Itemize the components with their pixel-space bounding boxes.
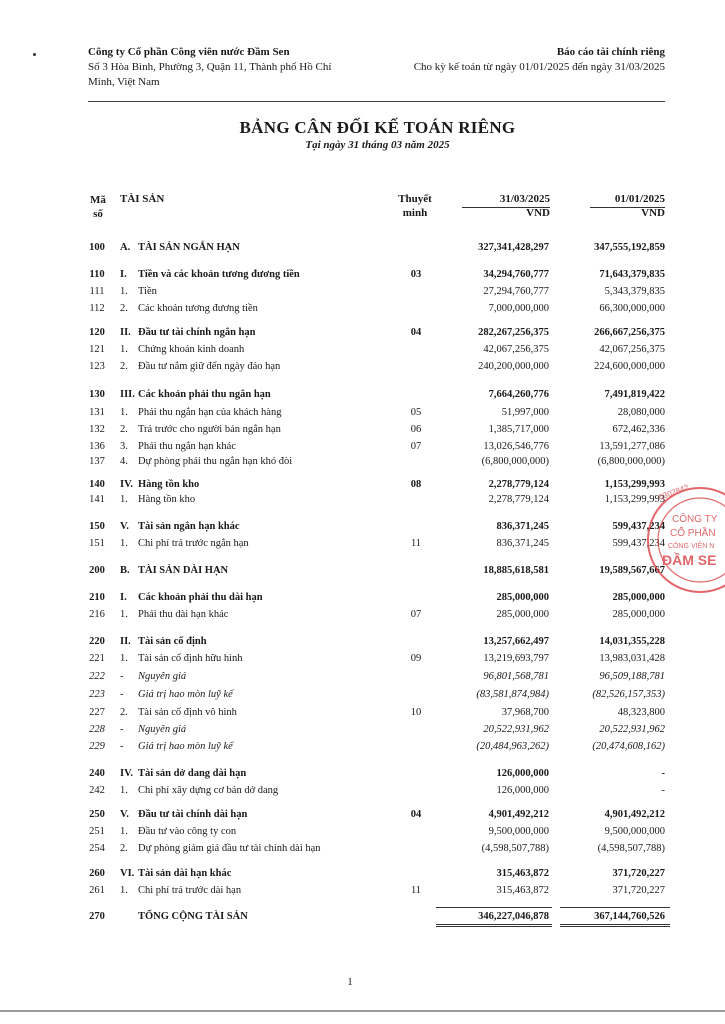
stamp-text-mid: CỔ PHẦN — [670, 528, 716, 539]
company-address-line2: Minh, Việt Nam — [88, 76, 160, 88]
row-code: 110 — [89, 269, 105, 280]
table-row — [84, 884, 669, 897]
row-value-period-start: - — [661, 768, 665, 779]
company-address-line1: Số 3 Hòa Bình, Phường 3, Quận 11, Thành phố Hồ Chí — [88, 61, 332, 73]
table-row — [84, 706, 669, 719]
table-row — [84, 493, 669, 506]
row-note: 05 — [410, 407, 422, 418]
row-label: Đầu tư tài chính dài hạn — [138, 809, 248, 820]
note-header-line1: Thuyết — [398, 193, 432, 205]
row-index: 1. — [120, 653, 128, 664]
report-period: Cho kỳ kế toán từ ngày 01/01/2025 đến ngày 31/03/2025 — [413, 61, 665, 73]
row-code: 220 — [89, 636, 105, 647]
row-code: 227 — [89, 707, 105, 718]
stamp-outer-ring — [648, 488, 725, 592]
row-label: Dự phòng giảm giá đầu tư tài chính dài hạn — [138, 843, 321, 854]
company-header — [88, 45, 388, 90]
row-value-period-end: 2,278,779,124 — [488, 494, 549, 505]
header-divider — [88, 101, 665, 102]
row-value-period-end: 126,000,000 — [496, 785, 549, 796]
row-code: 123 — [89, 361, 105, 372]
row-code: 251 — [89, 826, 105, 837]
row-label: Trả trước cho người bán ngắn hạn — [138, 424, 281, 435]
row-label: TÀI SẢN DÀI HẠN — [138, 565, 229, 576]
row-note: 07 — [410, 609, 422, 620]
row-index: V. — [120, 809, 129, 820]
row-index: 1. — [120, 538, 128, 549]
row-index: V. — [120, 521, 129, 532]
row-value-period-end: 285,000,000 — [496, 609, 549, 620]
table-row — [84, 784, 669, 797]
row-note: 07 — [410, 441, 422, 452]
table-row — [84, 808, 669, 821]
row-value-period-end: (83,581,874,984) — [476, 689, 549, 700]
row-index: - — [120, 724, 124, 735]
row-value-period-end: 37,968,700 — [501, 707, 549, 718]
row-index: 1. — [120, 494, 128, 505]
row-value-period-start: 266,667,256,375 — [594, 327, 665, 338]
row-code: 228 — [89, 724, 105, 735]
row-value-period-start: (4,598,507,788) — [597, 843, 665, 854]
row-index: 2. — [120, 424, 128, 435]
row-value-period-end: 13,257,662,497 — [483, 636, 549, 647]
table-row — [84, 326, 669, 339]
row-index: 1. — [120, 785, 128, 796]
row-value-period-end: 34,294,760,777 — [483, 269, 549, 280]
row-value-period-end: 836,371,245 — [496, 538, 549, 549]
table-row — [84, 723, 669, 736]
row-note: 11 — [410, 885, 422, 896]
table-row — [84, 670, 669, 683]
row-index: I. — [120, 592, 127, 603]
row-value-period-start: 42,067,256,375 — [599, 344, 665, 355]
table-row — [84, 537, 669, 550]
row-value-period-end: 327,341,428,297 — [478, 242, 549, 253]
total-double-rule-2b — [560, 926, 670, 927]
total-top-rule-1 — [436, 907, 552, 908]
page-subtitle: Tại ngày 31 tháng 03 năm 2025 — [305, 139, 450, 151]
table-row — [84, 343, 669, 356]
row-code: 140 — [89, 479, 105, 490]
row-value-period-start: 371,720,227 — [612, 885, 665, 896]
row-value-period-start: 13,591,277,086 — [599, 441, 665, 452]
row-label: Đầu tư tài chính ngắn hạn — [138, 327, 256, 338]
row-value-period-start: (6,800,000,000) — [597, 456, 665, 467]
row-value-period-start: 1,153,299,993 — [604, 479, 665, 490]
row-value-period-end: 7,664,260,776 — [488, 389, 549, 400]
total-double-rule-1b — [436, 926, 552, 927]
row-value-period-start: 5,343,379,835 — [604, 286, 665, 297]
row-label: Nguyên giá — [138, 671, 187, 682]
code-header-line1: Mã — [90, 194, 106, 206]
table-row — [84, 767, 669, 780]
code-header-line2: số — [93, 208, 103, 220]
row-note: 10 — [410, 707, 422, 718]
row-index: 1. — [120, 407, 128, 418]
row-value-period-end: 315,463,872 — [496, 885, 549, 896]
row-value-period-start: 66,300,000,000 — [599, 303, 665, 314]
row-code: 136 — [89, 441, 105, 452]
row-value-period-start: 371,720,227 — [612, 868, 665, 879]
page-title: BẢNG CÂN ĐỐI KẾ TOÁN RIÊNG — [239, 118, 516, 137]
row-value-period-start: (82,526,157,353) — [592, 689, 665, 700]
row-label: Tài sản cố định — [138, 636, 207, 647]
row-code: 210 — [89, 592, 105, 603]
row-label: Tài sản dài hạn khác — [138, 868, 232, 879]
row-value-period-end: (20,484,963,262) — [476, 741, 549, 752]
row-label: Chứng khoán kinh doanh — [138, 344, 245, 355]
row-label: Đầu tư vào công ty con — [138, 826, 237, 837]
row-value-period-start: 14,031,355,228 — [599, 636, 665, 647]
header-underline-1 — [462, 207, 550, 208]
row-value-period-end: 126,000,000 — [496, 768, 549, 779]
row-index: - — [120, 671, 124, 682]
row-value-period-start: 28,080,000 — [617, 407, 665, 418]
row-code: 130 — [89, 389, 105, 400]
row-index: VI. — [120, 868, 135, 879]
row-code: 260 — [89, 868, 105, 879]
table-row — [84, 268, 669, 281]
row-index: 2. — [120, 361, 128, 372]
column-header-code — [84, 193, 112, 221]
report-name: Báo cáo tài chính riêng — [556, 46, 665, 58]
row-label: Đầu tư nắm giữ đến ngày đáo hạn — [138, 361, 281, 372]
table-row — [84, 652, 669, 665]
row-index: - — [120, 741, 124, 752]
row-note: 11 — [410, 538, 422, 549]
row-code: 100 — [89, 242, 105, 253]
row-code: 221 — [89, 653, 105, 664]
column-header-period-start — [555, 192, 665, 220]
table-row — [84, 740, 669, 753]
stamp-inner-ring — [658, 498, 725, 582]
row-value-period-end: 13,026,546,776 — [483, 441, 549, 452]
row-code: 216 — [89, 609, 105, 620]
row-label: Các khoản tương đương tiền — [138, 303, 258, 314]
row-value-period-start: 599,437,234 — [612, 521, 665, 532]
table-row — [84, 302, 669, 315]
row-value-period-end: 18,885,618,581 — [483, 565, 549, 576]
note-header-line2: minh — [402, 207, 428, 219]
row-value-period-end: (4,598,507,788) — [481, 843, 549, 854]
table-row — [84, 910, 669, 923]
row-value-period-start: (20,474,608,162) — [592, 741, 665, 752]
row-label: Hàng tồn kho — [138, 479, 200, 490]
row-value-period-end: 2,278,779,124 — [488, 479, 549, 490]
row-index: 1. — [120, 344, 128, 355]
row-value-period-start: 7,491,819,422 — [604, 389, 665, 400]
row-value-period-start: 20,522,931,962 — [599, 724, 665, 735]
table-row — [84, 688, 669, 701]
row-value-period-end: 285,000,000 — [496, 592, 549, 603]
row-label: Nguyên giá — [138, 724, 187, 735]
stamp-text-sub: CÔNG VIÊN N — [668, 543, 715, 550]
row-value-period-end: 13,219,693,797 — [483, 653, 549, 664]
row-value-period-start: 4,901,492,212 — [604, 809, 665, 820]
row-code: 141 — [89, 494, 105, 505]
period-end-unit: VND — [526, 207, 550, 219]
scan-bottom-edge — [0, 1010, 725, 1012]
row-index: - — [120, 689, 124, 700]
row-code: 229 — [89, 741, 105, 752]
row-value-period-start: - — [661, 785, 665, 796]
row-value-period-end: 282,267,256,375 — [478, 327, 549, 338]
table-row — [84, 520, 669, 533]
row-label: TỔNG CỘNG TÀI SẢN — [138, 911, 248, 922]
table-row — [84, 388, 669, 401]
row-value-period-end: (6,800,000,000) — [481, 456, 549, 467]
table-row — [84, 285, 669, 298]
row-note: 06 — [410, 424, 422, 435]
total-double-rule-1a — [436, 924, 552, 925]
table-row — [84, 635, 669, 648]
row-value-period-start: 9,500,000,000 — [604, 826, 665, 837]
row-index: II. — [120, 327, 131, 338]
row-value-period-start: 71,643,379,835 — [599, 269, 665, 280]
row-code: 261 — [89, 885, 105, 896]
row-label: Giá trị hao mòn luỹ kế — [138, 741, 233, 752]
column-header-period-end — [440, 192, 550, 220]
row-index: 1. — [120, 885, 128, 896]
row-label: Tài sản cố định vô hình — [138, 707, 237, 718]
table-row — [84, 241, 669, 254]
column-header-asset: TÀI SẢN — [120, 193, 165, 205]
row-value-period-start: 19,589,567,667 — [599, 565, 665, 576]
row-value-period-start: 13,983,031,428 — [599, 653, 665, 664]
row-label: Chi phí trả trước ngắn hạn — [138, 538, 249, 549]
table-row — [84, 564, 669, 577]
row-index: IV. — [120, 479, 133, 490]
row-value-period-start: 48,323,800 — [617, 707, 665, 718]
row-label: Tiền và các khoản tương đương tiền — [138, 269, 300, 280]
table-row — [84, 423, 669, 436]
row-code: 270 — [89, 911, 105, 922]
row-label: TÀI SẢN NGẮN HẠN — [138, 242, 240, 253]
row-note: 03 — [410, 269, 422, 280]
row-value-period-start: 96,509,188,781 — [599, 671, 665, 682]
row-index: 2. — [120, 303, 128, 314]
table-row — [84, 608, 669, 621]
row-index: II. — [120, 636, 131, 647]
row-index: IV. — [120, 768, 133, 779]
row-code: 242 — [89, 785, 105, 796]
row-code: 240 — [89, 768, 105, 779]
period-start-date: 01/01/2025 — [614, 193, 665, 205]
table-row — [84, 825, 669, 838]
row-note: 09 — [410, 653, 422, 664]
row-label: Giá trị hao mòn luỹ kế — [138, 689, 233, 700]
total-double-rule-2a — [560, 924, 670, 925]
table-row — [84, 591, 669, 604]
row-index: A. — [120, 242, 131, 253]
table-row — [84, 360, 669, 373]
row-note: 08 — [410, 479, 422, 490]
page-number: 1 — [347, 976, 353, 988]
header-underline-2 — [590, 207, 665, 208]
row-label: Phải thu ngắn hạn của khách hàng — [138, 407, 282, 418]
stamp-text-top: CÔNG TY — [672, 514, 718, 525]
row-value-period-end: 9,500,000,000 — [488, 826, 549, 837]
row-code: 151 — [89, 538, 105, 549]
row-value-period-start: 367,144,760,526 — [594, 911, 665, 922]
row-note: 04 — [410, 327, 422, 338]
row-value-period-end: 240,200,000,000 — [478, 361, 549, 372]
row-label: Tài sản cố định hữu hình — [138, 653, 243, 664]
row-code: 137 — [89, 456, 105, 467]
row-value-period-end: 51,997,000 — [501, 407, 549, 418]
company-seal-stamp — [640, 470, 725, 610]
row-code: 112 — [89, 303, 105, 314]
row-label: Các khoản phải thu dài hạn — [138, 592, 263, 603]
row-label: Tài sản ngắn hạn khác — [138, 521, 240, 532]
row-code: 222 — [89, 671, 105, 682]
row-code: 150 — [89, 521, 105, 532]
row-index: 3. — [120, 441, 128, 452]
row-index: 4. — [120, 456, 128, 467]
row-index: 2. — [120, 843, 128, 854]
row-value-period-end: 42,067,256,375 — [483, 344, 549, 355]
stamp-number: 0302842 — [657, 482, 690, 502]
row-code: 111 — [89, 286, 105, 297]
row-value-period-end: 4,901,492,212 — [488, 809, 549, 820]
row-index: 1. — [120, 609, 128, 620]
scan-speck — [33, 53, 36, 56]
row-value-period-start: 224,600,000,000 — [594, 361, 665, 372]
row-label: Dự phòng phải thu ngắn hạn khó đòi — [138, 456, 293, 467]
row-label: Các khoản phải thu ngắn hạn — [138, 389, 271, 400]
row-value-period-end: 27,294,760,777 — [483, 286, 549, 297]
period-end-date: 31/03/2025 — [499, 193, 550, 205]
row-value-period-start: 672,462,336 — [612, 424, 665, 435]
row-value-period-start: 347,555,192,859 — [594, 242, 665, 253]
row-index: B. — [120, 565, 130, 576]
row-label: Hàng tồn kho — [138, 494, 196, 505]
row-label: Chi phí trả trước dài hạn — [138, 885, 242, 896]
report-header — [365, 45, 665, 75]
row-index: III. — [120, 389, 135, 400]
row-value-period-end: 836,371,245 — [496, 521, 549, 532]
row-label: Chi phí xây dựng cơ bản dở dang — [138, 785, 279, 796]
row-label: Phải thu ngắn hạn khác — [138, 441, 236, 452]
row-code: 223 — [89, 689, 105, 700]
row-code: 200 — [89, 565, 105, 576]
row-code: 131 — [89, 407, 105, 418]
row-value-period-end: 346,227,046,878 — [478, 911, 549, 922]
company-name: Công ty Cổ phần Công viên nước Đầm Sen — [88, 46, 290, 58]
row-code: 254 — [89, 843, 105, 854]
row-value-period-end: 315,463,872 — [496, 868, 549, 879]
row-code: 250 — [89, 809, 105, 820]
row-label: Tài sản dở dang dài hạn — [138, 768, 247, 779]
row-value-period-end: 7,000,000,000 — [488, 303, 549, 314]
table-row — [84, 455, 669, 468]
period-start-unit: VND — [641, 207, 665, 219]
row-value-period-end: 96,801,568,781 — [483, 671, 549, 682]
row-label: Phải thu dài hạn khác — [138, 609, 229, 620]
table-row — [84, 440, 669, 453]
column-header-note — [390, 192, 440, 220]
row-code: 132 — [89, 424, 105, 435]
row-value-period-start: 285,000,000 — [612, 592, 665, 603]
table-row — [84, 867, 669, 880]
row-value-period-start: 285,000,000 — [612, 609, 665, 620]
row-code: 120 — [89, 327, 105, 338]
row-label: Tiền — [138, 286, 157, 297]
row-value-period-end: 1,385,717,000 — [488, 424, 549, 435]
table-row — [84, 842, 669, 855]
table-row — [84, 478, 669, 491]
row-value-period-end: 20,522,931,962 — [483, 724, 549, 735]
row-index: 1. — [120, 286, 128, 297]
row-index: I. — [120, 269, 127, 280]
row-value-period-start: 1,153,299,993 — [604, 494, 665, 505]
row-index: 2. — [120, 707, 128, 718]
row-note: 04 — [410, 809, 422, 820]
stamp-text-big: ĐẦM SE — [662, 552, 717, 568]
row-index: 1. — [120, 826, 128, 837]
total-top-rule-2 — [560, 907, 670, 908]
table-row — [84, 406, 669, 419]
row-code: 121 — [89, 344, 105, 355]
row-value-period-start: 599,437,234 — [612, 538, 665, 549]
